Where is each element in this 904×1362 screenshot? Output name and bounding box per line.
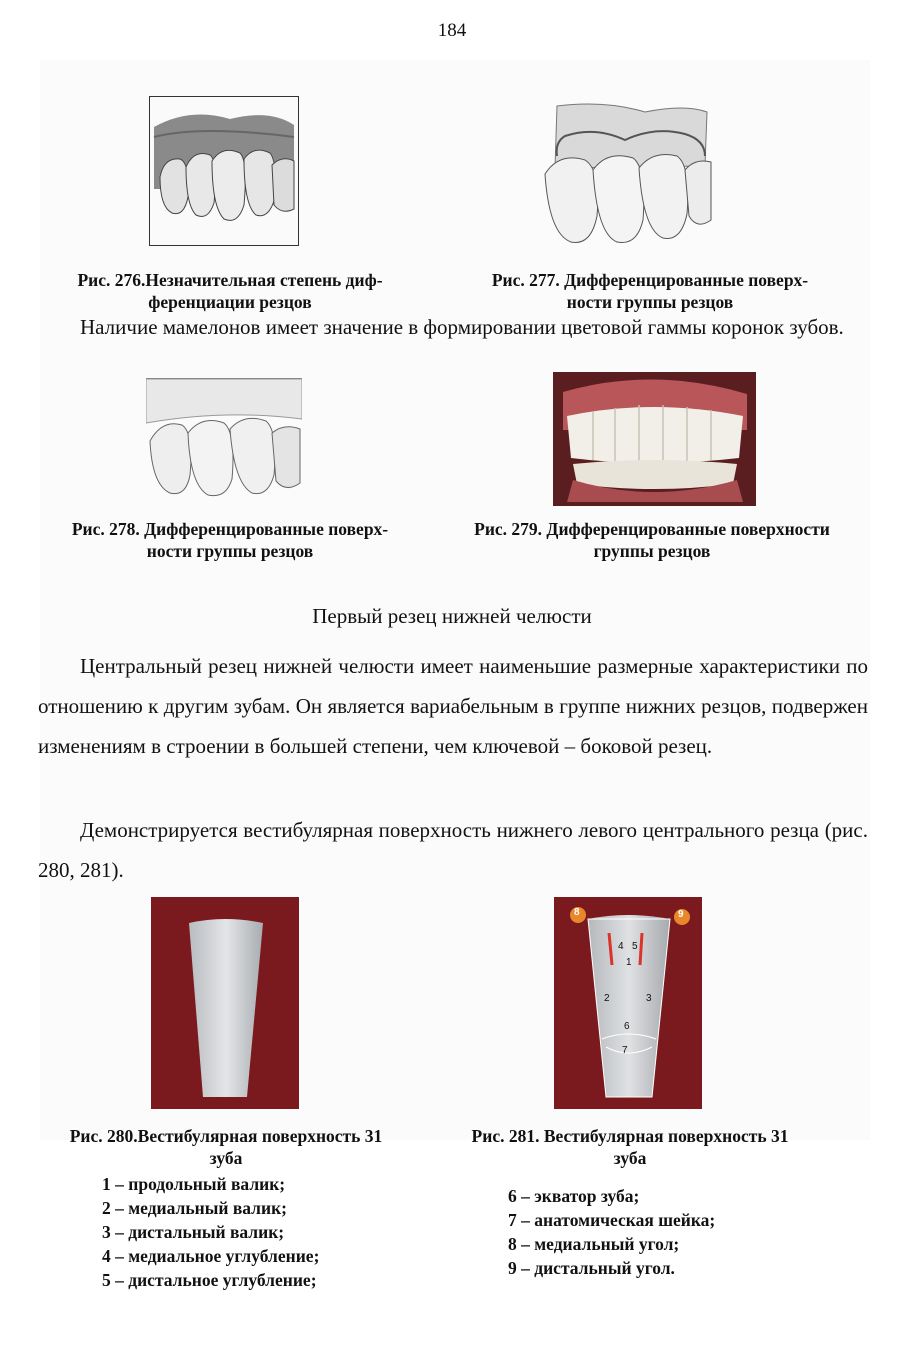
legend-item-5: 5 – дистальное углубление;	[102, 1270, 317, 1290]
annotated-tooth-icon	[554, 897, 702, 1109]
diagram-label-3: 3	[646, 993, 652, 1004]
diagram-label-7: 7	[622, 1045, 628, 1056]
figure-278-teeth-drawing	[146, 378, 302, 501]
legend-item-7: 7 – анатомическая шейка;	[508, 1210, 716, 1230]
caption-fig-281: Рис. 281. Вестибулярная поверхность 31 зуба	[471, 1126, 789, 1168]
caption-fig-277: Рис. 277. Дифференцированные поверх- ности группы резцов	[491, 270, 809, 312]
caption-fig-280: Рис. 280.Вестибулярная поверхность 31 зуба	[69, 1126, 383, 1168]
diagram-label-4: 4	[618, 941, 624, 952]
tooth-photo-icon	[151, 897, 299, 1109]
section-heading: Первый резец нижней челюсти	[312, 604, 592, 628]
paragraph-demonstration: Демонстрируется вестибулярная поверхность нижнего левого центрального резца (рис. 280, 281).	[38, 818, 868, 882]
caption-fig-279: Рис. 279. Дифференцированные поверхности группы резцов	[474, 519, 830, 561]
figure-277-teeth-drawing	[535, 96, 715, 254]
caption-fig-278: Рис. 278. Дифференцированные поверх- ности группы резцов	[71, 519, 389, 561]
figure-281-annotated-tooth	[554, 897, 702, 1109]
paragraph-mamelons: Наличие мамелонов имеет значение в формировании цветовой гаммы коронок зубов.	[80, 315, 844, 339]
figure-280-tooth-photo	[151, 897, 299, 1109]
diagram-label-8: 8	[574, 907, 580, 918]
legend-left	[102, 1172, 319, 1292]
teeth-sketch-icon	[146, 379, 302, 501]
legend-item-2: 2 – медиальный валик;	[102, 1198, 287, 1218]
diagram-label-6: 6	[624, 1021, 630, 1032]
legend-item-3: 3 – дистальный валик;	[102, 1222, 285, 1242]
teeth-sketch-icon	[535, 96, 715, 254]
legend-item-6: 6 – экватор зуба;	[508, 1186, 640, 1206]
diagram-label-5: 5	[632, 941, 638, 952]
smile-photo-icon	[553, 372, 756, 506]
legend-right	[508, 1184, 715, 1280]
paragraph-central-incisor: Центральный резец нижней челюсти имеет наименьшие размерные характеристики по отношению к другим зубам. Он является вариабельным в группе нижних резцов, подвержен изменениям в строении в большей степени, чем ключевой – боковой резец.	[38, 654, 868, 758]
diagram-label-1: 1	[626, 957, 632, 968]
diagram-label-9: 9	[678, 909, 684, 920]
legend-item-1: 1 – продольный валик;	[102, 1174, 286, 1194]
figure-279-smile-photo	[553, 372, 756, 506]
teeth-sketch-icon	[150, 97, 298, 245]
legend-item-9: 9 – дистальный угол.	[508, 1258, 675, 1278]
diagram-label-2: 2	[604, 993, 610, 1004]
page-number: 184	[437, 20, 467, 41]
legend-item-8: 8 – медиальный угол;	[508, 1234, 680, 1254]
legend-item-4: 4 – медиальное углубление;	[102, 1246, 320, 1266]
caption-fig-276: Рис. 276.Незначительная степень диф- ференциации резцов	[77, 270, 383, 312]
figure-276-teeth-drawing	[149, 96, 299, 246]
